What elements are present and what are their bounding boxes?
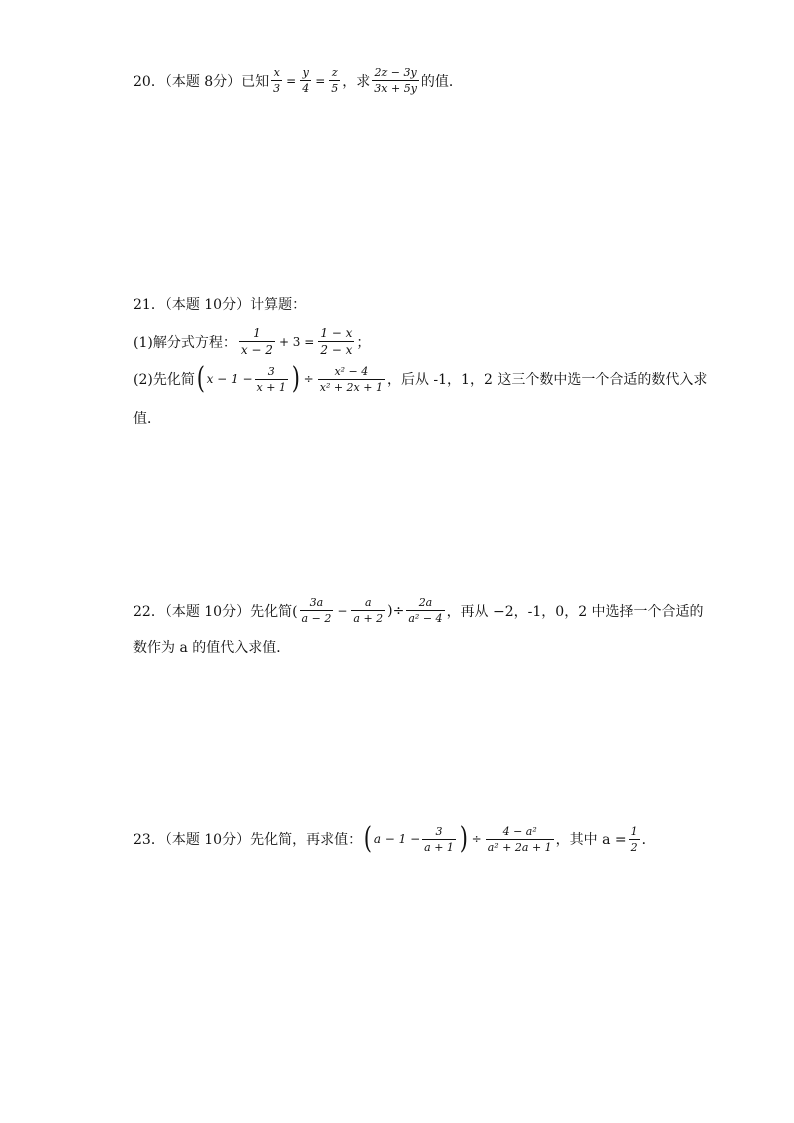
question-20 [133, 66, 463, 95]
q23-f1-den: a + 1 [424, 840, 454, 854]
q20-eq-1: = [286, 73, 297, 88]
q23-left: a − 1 − [373, 832, 421, 846]
q22-f3-den: a² − 4 [408, 612, 443, 625]
q22-minus: − [337, 603, 348, 618]
q23-tail: ． [641, 832, 656, 848]
q21-p2-open-paren: ( [196, 361, 205, 396]
q21-p2-tail-line2: 值． [133, 411, 161, 427]
q21-p1-f1-num: 1 [253, 326, 261, 340]
q21-p2-fraction-1 [255, 365, 288, 394]
q23-div: ÷ [471, 832, 482, 846]
q21-p1-fraction-1 [239, 326, 275, 357]
q20-f3-den: 5 [331, 82, 339, 95]
q20-head: 20．（本题 8分）已知 [133, 73, 270, 90]
q21-p2-f2-den: x² + 2x + 1 [319, 380, 383, 394]
q23-f3-den: 2 [630, 840, 638, 854]
q20-fraction-x-3 [271, 66, 282, 95]
q20-fraction-z-5 [329, 66, 340, 95]
q20-eq-2: = [315, 73, 326, 88]
q22-fraction-2 [351, 596, 385, 625]
q22-f1-den: a − 2 [301, 612, 332, 625]
q20-f1-den: 3 [273, 82, 281, 95]
q20-mid: ，求 [342, 73, 371, 90]
q21-p1-f2-den: 2 − x [320, 343, 353, 357]
q21-p1-f1-den: x − 2 [240, 343, 273, 357]
q21-p2-tail: ，后从 -1，1，2 这三个数中选一个合适的数代入求 [386, 372, 708, 388]
q21-p2-label: (2)先化简 [133, 372, 195, 388]
q20-fraction-y-4 [300, 66, 311, 95]
q21-p2-div: ÷ [303, 372, 314, 386]
q22-f1-num: 3a [309, 596, 324, 609]
q20-f2-num: y [302, 66, 309, 79]
q23-fraction-half [629, 825, 640, 854]
q22-fraction-1 [300, 596, 334, 625]
q23-f2-num: 4 − a² [502, 824, 537, 838]
q20-f3-num: z [331, 66, 338, 79]
q22-f3-num: 2a [418, 596, 433, 609]
q20-tail: 的值． [420, 73, 463, 90]
q21-head: 21．（本题 10分）计算题： [133, 297, 307, 313]
q23-mid: ，其中 a = [555, 832, 627, 848]
q20-f4-num: 2z − 3y [374, 66, 417, 79]
q21-p1-fraction-2 [318, 326, 354, 357]
q23-f1-num: 3 [435, 824, 443, 838]
q21-p2-f1-den: x + 1 [256, 380, 286, 394]
q21-p2-f2-num: x² − 4 [334, 364, 369, 378]
q21-part-1 [133, 326, 370, 357]
q22-f2-den: a + 2 [353, 612, 384, 625]
q22-tail: ，再从 −2，-1，0，2 中选择一个合适的 [446, 603, 704, 620]
question-22 [133, 596, 704, 625]
q22-line2: 数作为 a 的值代入求值． [133, 640, 291, 656]
q22-fraction-3 [406, 596, 444, 625]
q21-p1-tail: ； [356, 334, 371, 351]
q23-fraction-2 [486, 825, 554, 854]
q22-close-div: )÷ [387, 602, 405, 619]
q20-f4-den: 3x + 5y [374, 82, 417, 95]
q22-f2-num: a [365, 596, 372, 609]
q23-close-paren: ) [459, 821, 468, 856]
q21-p2-f1-num: 3 [267, 364, 275, 378]
q23-f2-den: a² + 2a + 1 [487, 840, 552, 854]
q21-p1-label: (1)解分式方程： [133, 334, 237, 351]
q23-fraction-1 [422, 825, 456, 854]
q23-f3-num: 1 [630, 824, 638, 838]
q23-head: 23．（本题 10分）先化简，再求值： [133, 832, 363, 848]
q23-open-paren: ( [363, 821, 373, 856]
question-23 [133, 821, 656, 856]
q21-part-2 [133, 361, 708, 396]
q20-f1-num: x [273, 66, 280, 79]
q22-head: 22．（本题 10分）先化简( [133, 603, 298, 620]
q21-p2-left: x − 1 − [206, 372, 253, 386]
q21-p1-f2-num: 1 − x [320, 326, 353, 340]
q20-fraction-target [372, 66, 419, 95]
q21-p1-plus: + 3 = [278, 334, 315, 349]
q21-p2-fraction-2 [318, 365, 385, 394]
q20-f2-den: 4 [302, 82, 310, 95]
q21-p2-close-paren: ) [291, 361, 300, 396]
